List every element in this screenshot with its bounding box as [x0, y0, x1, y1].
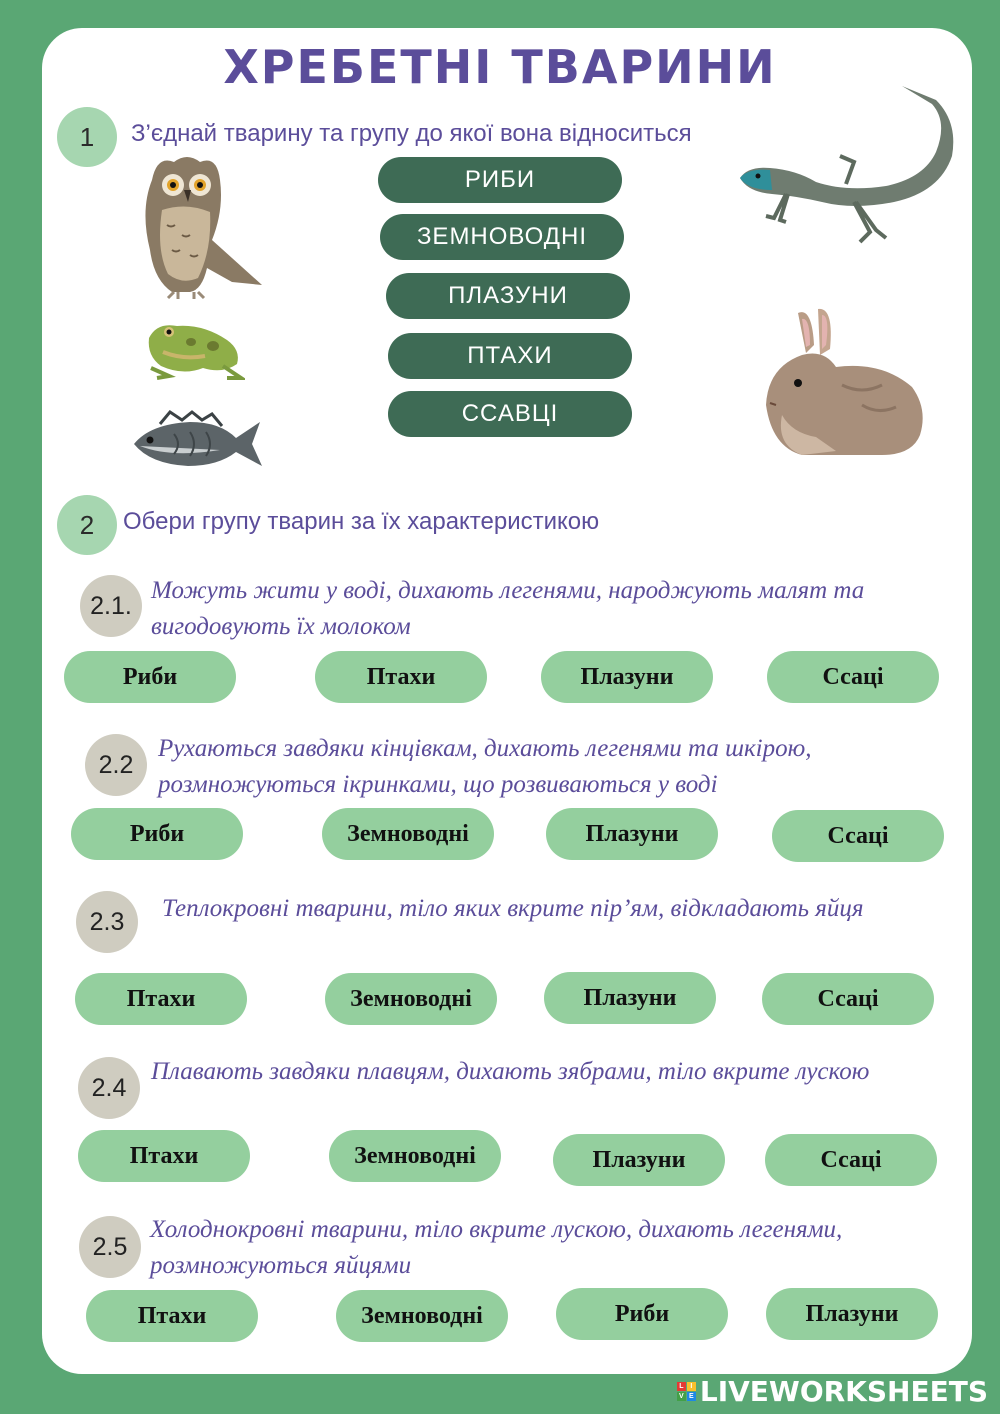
- live-badge-icon: L I V E: [677, 1382, 696, 1401]
- question-text: Плавають завдяки плавцям, дихають зябрами, тіло вкрите лускою: [151, 1058, 870, 1085]
- answer-option[interactable]: Птахи: [75, 973, 247, 1025]
- question-number: 2.3: [76, 891, 138, 953]
- lizard-image[interactable]: [736, 82, 962, 258]
- group-target-reptiles[interactable]: ПЛАЗУНИ: [386, 273, 630, 319]
- owl-image[interactable]: [112, 150, 272, 300]
- group-target-fish[interactable]: РИБИ: [378, 157, 622, 203]
- group-target-mammals[interactable]: ССАВЦІ: [388, 391, 632, 437]
- question-number: 2.1.: [80, 575, 142, 637]
- fish-image[interactable]: [130, 410, 264, 476]
- question-text: Можуть жити у воді, дихають легенями, народжують малят та вигодовують їх молоком: [151, 577, 865, 640]
- question-number: 2.5: [79, 1216, 141, 1278]
- answer-option[interactable]: Ссаці: [762, 973, 934, 1025]
- answer-option[interactable]: Риби: [64, 651, 236, 703]
- answer-option[interactable]: Земноводні: [336, 1290, 508, 1342]
- answer-option[interactable]: Ссаці: [767, 651, 939, 703]
- answer-option[interactable]: Птахи: [86, 1290, 258, 1342]
- answer-option[interactable]: Земноводні: [325, 973, 497, 1025]
- answer-option[interactable]: Земноводні: [322, 808, 494, 860]
- answer-option[interactable]: Ссаці: [772, 810, 944, 862]
- brand-name: LIVEWORKSHEETS: [699, 1375, 988, 1408]
- page-title: ХРЕБЕТНІ ТВАРИНИ: [223, 40, 777, 94]
- frog-image[interactable]: [143, 316, 245, 382]
- question-text: Холоднокровні тварини, тіло вкрите лускою, дихають легенями, розмножуютьcя яйцями: [150, 1216, 843, 1279]
- answer-option[interactable]: Риби: [71, 808, 243, 860]
- rabbit-image[interactable]: [762, 305, 928, 461]
- task-1-instruction: З’єднай тварину та групу до якої вона відноситься: [131, 120, 692, 147]
- liveworksheets-logo[interactable]: [677, 1375, 988, 1408]
- answer-option[interactable]: Земноводні: [329, 1130, 501, 1182]
- answer-option[interactable]: Плазуни: [541, 651, 713, 703]
- task-1-number: 1: [57, 107, 117, 167]
- question-text: Теплокровні тварини, тіло яких вкрите пір’ям, відкладають яйця: [162, 895, 864, 922]
- task-2-instruction: Обери групу тварин за їх характеристикою: [123, 508, 600, 535]
- task-2-number: 2: [57, 495, 117, 555]
- answer-option[interactable]: Ссаці: [765, 1134, 937, 1186]
- answer-option[interactable]: Плазуни: [546, 808, 718, 860]
- answer-option[interactable]: Плазуни: [553, 1134, 725, 1186]
- answer-option[interactable]: Плазуни: [544, 972, 716, 1024]
- answer-option[interactable]: Птахи: [315, 651, 487, 703]
- group-target-birds[interactable]: ПТАХИ: [388, 333, 632, 379]
- question-text: Рухаються завдяки кінцівкам, дихають легенями та шкірою, розмножуються ікринками, що розвиваються у воді: [158, 735, 812, 798]
- group-target-amphibians[interactable]: ЗЕМНОВОДНІ: [380, 214, 624, 260]
- question-number: 2.2: [85, 734, 147, 796]
- question-number: 2.4: [78, 1057, 140, 1119]
- answer-option[interactable]: Риби: [556, 1288, 728, 1340]
- answer-option[interactable]: Плазуни: [766, 1288, 938, 1340]
- answer-option[interactable]: Птахи: [78, 1130, 250, 1182]
